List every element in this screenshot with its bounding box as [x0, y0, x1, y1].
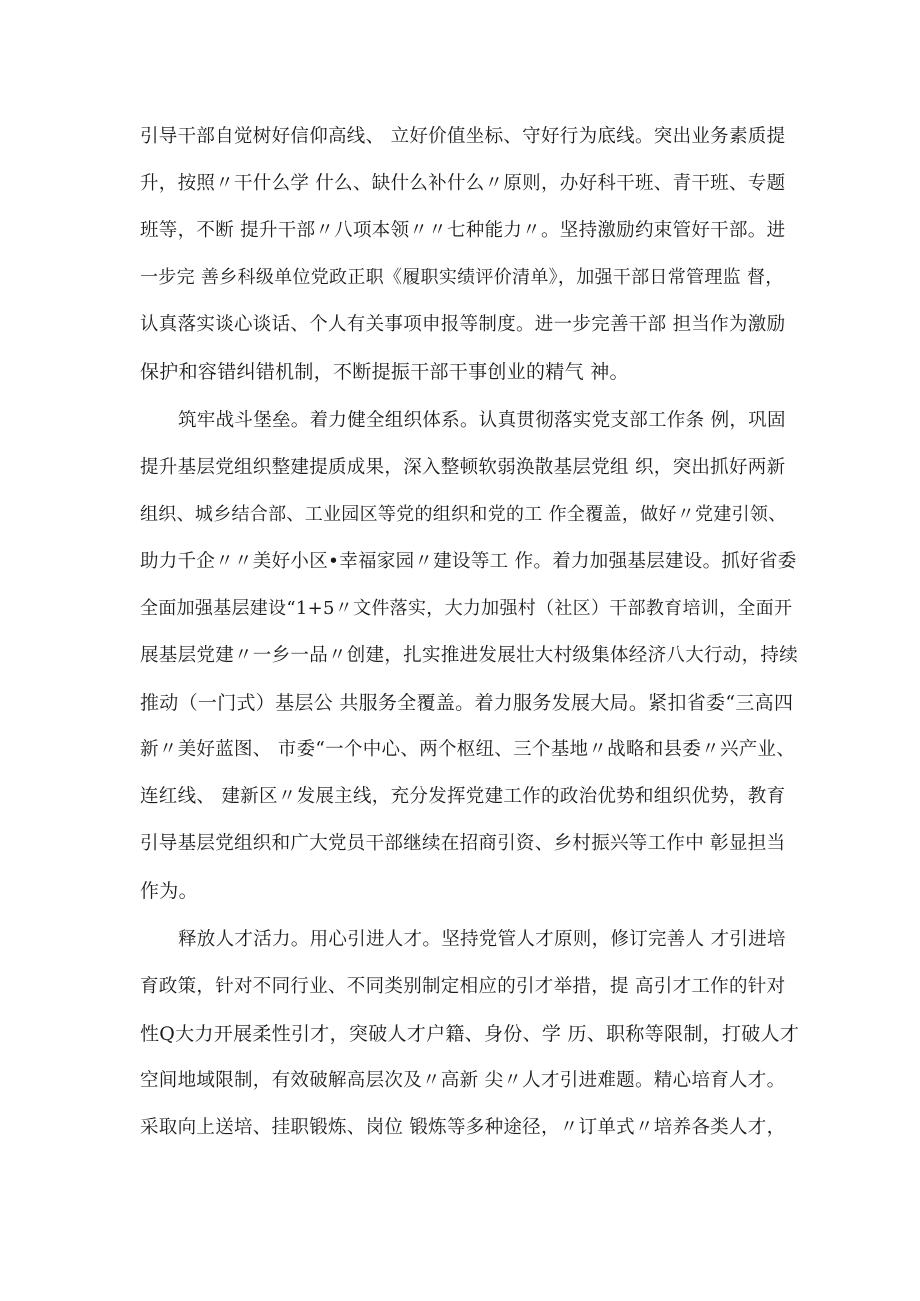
text-line: 认真落实谈心谈话、个人有关事项申报等制度。进一步完善干部 担当作为激励	[140, 314, 786, 335]
text-line: 升，按照〃干什么学 什么、缺什么补什么〃原则，办好科干班、青干班、专题	[140, 173, 786, 194]
text-line: 展基层党建〃一乡一品〃创建，扎实推进发展壮大村级集体经济八大行动，持续	[140, 645, 799, 666]
text-line: 全面加强基层建设“1+5〃文件落实，大力加强村（社区）干部教育培训，全面开	[140, 598, 793, 619]
text-line: 班等，不断 提升干部〃八项本领〃〃七种能力〃。坚持激励约束管好干部。进	[140, 220, 786, 241]
text-line: 引导干部自觉树好信仰高线、 立好价值坐标、守好行为底线。突出业务素质提	[140, 126, 786, 147]
text-line: 性Q大力开展柔性引才，突破人才户籍、身份、学 历、职称等限制，打破人才	[140, 1023, 800, 1045]
text-line: 保护和容错纠错机制，不断提振干部干事创业的精气 神。	[140, 361, 629, 383]
text-line: 采取向上送培、挂职锻炼、岗位 锻炼等多种途径，〃订单式〃培养各类人才，	[140, 1117, 786, 1138]
text-line: 筑牢战斗堡垒。着力健全组织体系。认真贯彻落实党支部工作条 例，巩固	[178, 410, 786, 431]
text-line: 新〃美好蓝图、 市委“一个中心、两个枢纽、三个基地〃战略和县委〃兴产业、	[140, 739, 796, 760]
text-line: 引导基层党组织和广大党员干部继续在招商引资、乡村振兴等工作中 彰显担当	[140, 833, 786, 854]
text-line: 组织、城乡结合部、工业园区等党的组织和党的工 作全覆盖，做好〃党建引领、	[140, 504, 787, 525]
text-line: 释放人才活力。用心引进人才。坚持党管人才原则，修订完善人 才引进培	[178, 929, 786, 950]
text-line: 育政策，针对不同行业、不同类别制定相应的引才举措，提 高引才工作的针对	[140, 976, 786, 997]
text-line: 作为。	[140, 880, 198, 902]
text-line: 一步完 善乡科级单位党政正职《履职实绩评价清单》，加强干部日常管理监 督，	[140, 267, 784, 288]
text-line: 助力千企〃〃美好小区•幸福家园〃建设等工 作。着力加强基层建设。抓好省委	[140, 551, 797, 572]
text-line: 连红线、 建新区〃发展主线，充分发挥党建工作的政治优势和组织优势，教育	[140, 786, 786, 807]
text-line: 推动（一门式）基层公 共服务全覆盖。着力服务发展大局。紧扣省委“三高四	[140, 692, 794, 714]
text-line: 空间地域限制，有效破解高层次及〃高新 尖〃人才引进难题。精心培育人才。	[140, 1070, 786, 1091]
text-line: 提升基层党组织整建提质成果，深入整顿软弱涣散基层党组 织，突出抓好两新	[140, 457, 786, 478]
